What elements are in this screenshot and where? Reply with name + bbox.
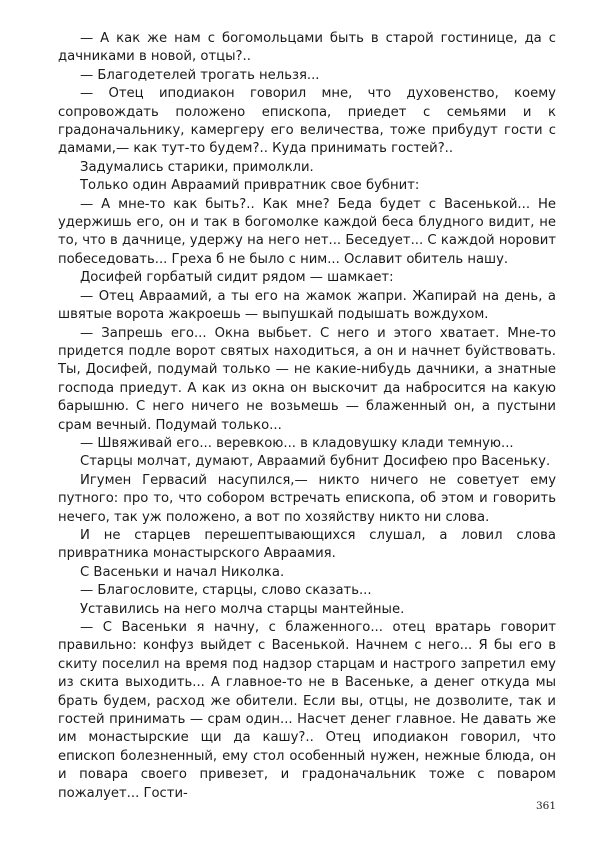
- paragraph: — А мне-то как быть?.. Как мне? Беда будет с Васенькой... Не удержишь его, он и так в богомолке каждой беса блудного видит, не то, что в дачнице, удержу на него нет... Беседует... С каждой норовит побеседовать... Греха б не было с ним... Ославит обитель нашу.: [58, 196, 556, 267]
- paragraph: — Отец Авраамий, а ты его на жамок жапри. Жапирай на день, а швятые ворота жакроешь — выпушкай подышать вождухом.: [58, 288, 556, 323]
- paragraph: Старцы молчат, думают, Авраамий бубнит Досифею про Васеньку.: [80, 454, 551, 470]
- paragraph: — Швяживай его... веревкою... в кладовушку клади темную...: [80, 435, 514, 451]
- paragraph: Задумались старики, примолкли.: [80, 159, 314, 175]
- paragraph: Игумен Гервасий насупился,— никто ничего не советует ему путного: про то, что собором встречать епископа, об этом и говорить нечего, так уж положено, а вот по хозяйству никто ни слова.: [58, 472, 556, 525]
- paragraph: И не старцев перешептывающихся слушал, а ловил слова привратника монастырского Авраамия.: [58, 527, 556, 562]
- paragraph: — Отец иподиакон говорил мне, что духовенство, коему сопровождать положено епископа, приедет с семьями и к градоначальнику, камергеру его величества, тоже прибудут гости с дамами,— как тут-то будем?.. Куда принимать гостей?..: [58, 86, 556, 157]
- paragraph: Уставились на него молча старцы мантейные.: [80, 601, 405, 617]
- paragraph: — Благословите, старцы, слово сказать...: [80, 583, 372, 599]
- paragraph: — А как же нам с богомольцами быть в старой гостинице, да с дачниками в новой, отцы?..: [58, 31, 556, 65]
- page-number: 361: [535, 800, 556, 812]
- paragraph: — Запрешь его... Окна выбьет. С него и этого хватает. Мне-то придется подле ворот святых находиться, а он и начнет буйствовать. Ты, Досифей, подумай только — не какие-нибудь дачники, а знатные господа приедут. А как из окна он выскочит да набросится на какую барышню. С него ничего не возьмешь — блаженный он, а пустыни срам вечный. Подумай только...: [58, 325, 556, 433]
- paragraph: С Васеньки и начал Николка.: [80, 564, 285, 580]
- paragraph: Только один Авраамий привратник свое бубнит:: [80, 178, 420, 194]
- page-text: [58, 30, 556, 803]
- paragraph: Досифей горбатый сидит рядом — шамкает:: [80, 270, 394, 286]
- paragraph: — Благодетелей трогать нельзя...: [80, 67, 320, 83]
- paragraph: — С Васеньки я начну, с блаженного... отец вратарь говорит правильно: конфуз выйдет с Васенькой. Начнем с него... Я бы его в скиту поселил на время под надзор старцам и настрого запретил ему из скита выходить... А главное-то не в Васеньке, а денег откуда мы брать будем, расход же обители. Если вы, отцы, не дозволите, так и гостей принимать — срам один... Насчет денег главное. Не давать же им монастырские щи да кашу?.. Отец иподиакон говорил, что епископ болезненный, ему стол особенный нужен, нежные блюда, он и повара своего привезет, и градоначальник тоже с поваром пожалует... Гости-: [58, 620, 556, 801]
